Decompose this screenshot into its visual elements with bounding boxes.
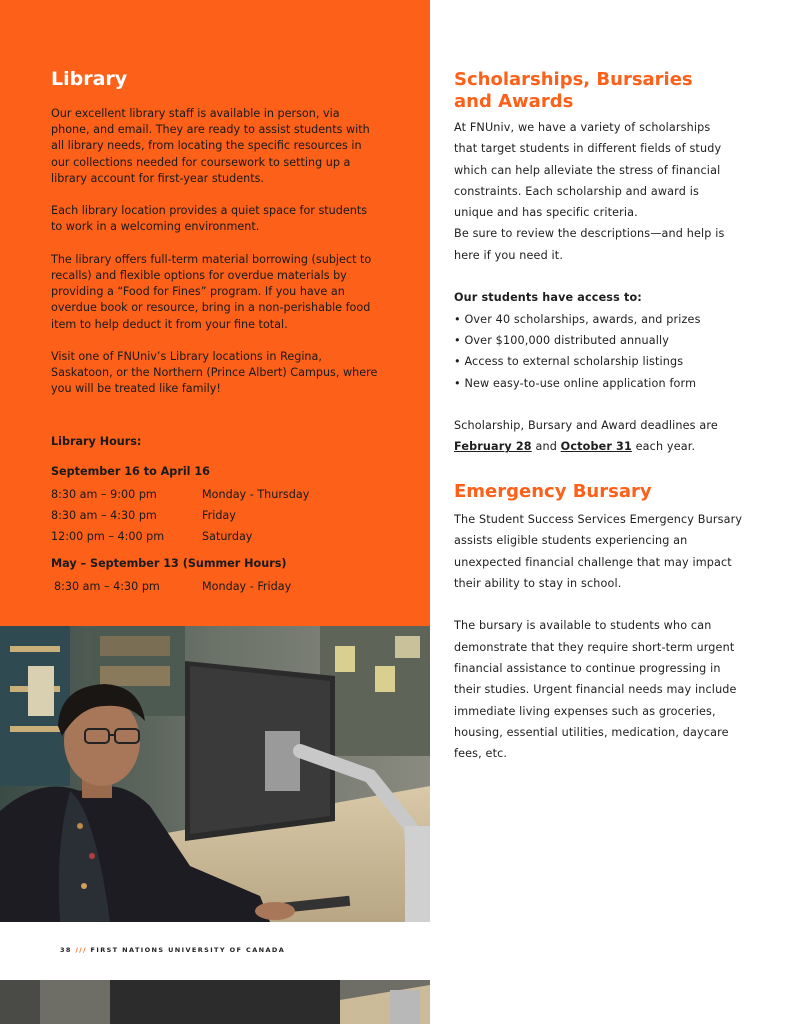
text-line: Be sure to review the descriptions—and help is <box>454 227 725 241</box>
scholarships-body <box>454 117 754 458</box>
hours-time: 8:30 am – 9:00 pm <box>51 488 157 501</box>
hours-days: Friday <box>202 509 236 522</box>
library-hours-heading: Library Hours: <box>51 435 142 448</box>
library-paragraph: Visit one of FNUniv’s Library locations in Regina, Saskatoon, or the Northern (Prince Albert) Campus, where you will be treated like family! <box>51 350 378 396</box>
text-line: their ability to stay in school. <box>454 576 622 590</box>
hours-row <box>51 484 391 505</box>
list-item: • Over 40 scholarships, awards, and prizes <box>454 312 701 326</box>
scholarships-title-line: and Awards <box>454 91 574 112</box>
scholarships-title-line: Scholarships, Bursaries <box>454 69 693 90</box>
library-paragraph: Our excellent library staff is available in person, via phone, and email. They are ready to assist students with all library needs, from locating the specific resources in our collections needed for coursework to setting up a library account for first-year students. <box>51 107 370 185</box>
emergency-title: Emergency Bursary <box>454 481 652 502</box>
hours-time: 12:00 pm – 4:00 pm <box>51 530 165 543</box>
page-footer <box>60 946 285 954</box>
text-line: constraints. Each scholarship and award is <box>454 184 699 198</box>
deadline-date-link[interactable]: February 28 <box>454 440 532 454</box>
hours-time: 8:30 am – 4:30 pm <box>51 509 157 522</box>
text-line: The bursary is available to students who can <box>454 619 712 633</box>
deadline-and: and <box>531 440 561 454</box>
list-item: • Over $100,000 distributed annually <box>454 333 670 347</box>
text-line: At FNUniv, we have a variety of scholarships <box>454 121 711 134</box>
text-line: assists eligible students experiencing an <box>454 534 688 548</box>
text-line: that target students in different fields of study <box>454 142 722 156</box>
library-paragraph: Each library location provides a quiet space for students to work in a welcoming environment. <box>51 204 368 234</box>
photo-strip <box>0 980 430 1024</box>
text-line: unexpected financial challenge that may impact <box>454 555 732 569</box>
text-line: here if you need it. <box>454 248 564 262</box>
text-line: The Student Success Services Emergency Bursary <box>454 513 743 526</box>
deadline-text: Scholarship, Bursary and Award deadlines are <box>454 419 718 433</box>
deadline-end: each year. <box>631 440 696 454</box>
library-description <box>51 106 381 414</box>
text-line: which can help alleviate the stress of financial <box>454 163 721 177</box>
hours-days: Monday - Thursday <box>202 488 310 501</box>
list-item: • Access to external scholarship listings <box>454 355 684 369</box>
text-line: demonstrate that they require short-term urgent <box>454 640 735 654</box>
hours-summer <box>51 557 391 597</box>
footer-separator: /// <box>75 946 87 954</box>
hours-time: 8:30 am – 4:30 pm <box>54 580 160 593</box>
deadline-dates <box>454 436 754 457</box>
hours-row <box>51 505 391 526</box>
hours-days: Monday - Friday <box>202 580 292 593</box>
text-line: immediate living expenses such as groceries, <box>454 704 716 718</box>
library-panel <box>0 0 430 626</box>
hours-fall-winter <box>51 465 391 547</box>
text-line: housing, essential utilities, medication, daycare <box>454 725 729 739</box>
emergency-bursary-body <box>454 509 754 765</box>
text-line: unique and has specific criteria. <box>454 206 638 220</box>
library-paragraph: The library offers full-term material borrowing (subject to recalls) and flexible options for overdue materials by providing a “Food for Fines” program. If you have an overdue book or resource, bring in a non-perishable food item to help deduct it from your fine total. <box>51 252 372 331</box>
library-title: Library <box>51 68 128 90</box>
list-item: • New easy-to-use online application form <box>454 376 697 390</box>
hours-days: Saturday <box>202 530 253 543</box>
text-line: fees, etc. <box>454 747 508 761</box>
access-title: Our students have access to: <box>454 291 642 305</box>
library-photo <box>0 626 430 922</box>
hours-period: May – September 13 (Summer Hours) <box>51 557 287 570</box>
emergency-bursary-title <box>454 481 754 503</box>
footer-org: FIRST NATIONS UNIVERSITY OF CANADA <box>90 946 286 954</box>
text-line: financial assistance to continue progressing in <box>454 662 721 676</box>
text-line: their studies. Urgent financial needs may include <box>454 683 737 697</box>
deadline-date-link[interactable]: October 31 <box>560 440 632 454</box>
page-number: 38 <box>60 946 72 954</box>
scholarships-title <box>454 69 754 113</box>
hours-row <box>51 526 391 547</box>
hours-row <box>51 576 391 597</box>
hours-period: September 16 to April 16 <box>51 465 210 478</box>
